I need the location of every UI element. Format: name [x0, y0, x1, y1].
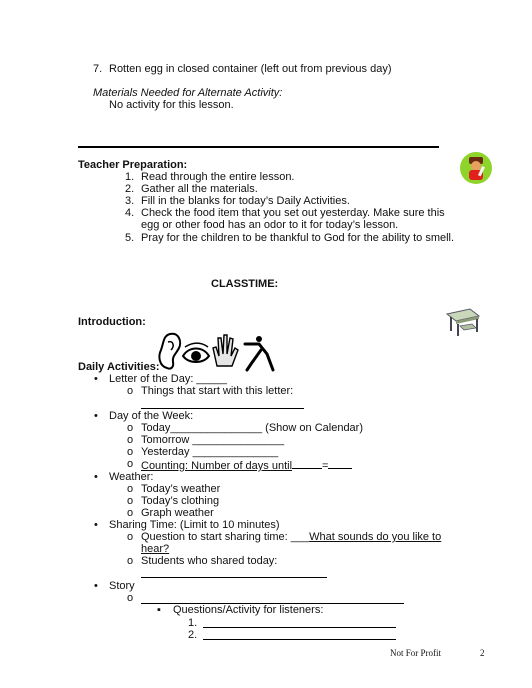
bullet-disc: •	[94, 373, 98, 385]
weather-heading: Weather:	[109, 471, 154, 483]
introduction-heading: Introduction:	[78, 316, 146, 328]
counting-equals: =	[322, 460, 329, 472]
prep-number: 5.	[125, 232, 135, 244]
sharing-question-answer: What sounds do you like to	[309, 531, 442, 543]
bullet-disc: •	[94, 580, 98, 592]
prep-item: Read through the entire lesson.	[141, 171, 295, 183]
alternate-activity-text: No activity for this lesson.	[109, 99, 234, 111]
bullet-circle: o	[127, 385, 134, 397]
today-line: Today_______________ (Show on Calendar)	[141, 422, 364, 434]
story-heading: Story	[109, 580, 135, 592]
bullet-circle: o	[127, 446, 134, 458]
fill-in-line	[141, 408, 304, 409]
alternate-activity-heading: Materials Needed for Alternate Activity:	[93, 87, 283, 99]
classtime-heading: CLASSTIME:	[211, 278, 279, 290]
item-7-number: 7.	[93, 63, 103, 75]
prep-number: 3.	[125, 195, 135, 207]
bullet-circle: o	[127, 507, 134, 519]
weather-item: Today’s clothing	[141, 495, 220, 507]
counting-blank	[292, 458, 322, 469]
footer-text: Not For Profit	[390, 648, 442, 658]
counting-blank	[328, 458, 352, 469]
letter-of-the-day: Letter of the Day: _____	[109, 373, 228, 385]
daily-activities-heading: Daily Activities:	[78, 361, 160, 373]
teacher-icon	[458, 150, 494, 186]
item-7-text: Rotten egg in closed container (left out from previous day)	[109, 63, 392, 75]
story-questions: Questions/Activity for listeners:	[173, 604, 324, 616]
sharing-time: Sharing Time: (Limit to 10 minutes)	[109, 519, 280, 531]
fill-in-line	[141, 577, 327, 578]
prep-number: 1.	[125, 171, 135, 183]
bullet-disc: •	[94, 471, 98, 483]
day-of-week: Day of the Week:	[109, 410, 194, 422]
bullet-circle: o	[127, 458, 134, 470]
bullet-circle: o	[127, 495, 134, 507]
counting-line	[141, 458, 352, 472]
sharing-question	[141, 531, 441, 543]
prep-item: Fill in the blanks for today’s Daily Activities.	[141, 195, 350, 207]
bullet-circle: o	[127, 422, 134, 434]
prep-item: Gather all the materials.	[141, 183, 258, 195]
yesterday-line: Yesterday ______________	[141, 446, 279, 458]
fill-in-line	[203, 639, 396, 640]
students-shared: Students who shared today:	[141, 555, 278, 567]
story-number: 1.	[188, 617, 198, 629]
counting-label: Counting: Number of days until	[141, 460, 293, 472]
sharing-question-label: Question to start sharing time: ___	[141, 531, 310, 543]
prep-item: Pray for the children to be thankful to God for the ability to smell.	[141, 232, 455, 244]
bullet-square: ▪	[157, 604, 161, 616]
bullet-circle: o	[127, 531, 134, 543]
five-senses-icon	[155, 330, 280, 372]
sharing-question-continued: hear?	[141, 543, 170, 555]
prep-number: 2.	[125, 183, 135, 195]
school-desk-icon	[444, 306, 482, 338]
weather-item: Graph weather	[141, 507, 214, 519]
weather-item: Today’s weather	[141, 483, 221, 495]
bullet-disc: •	[94, 519, 98, 531]
page-number: 2	[480, 648, 485, 658]
prep-item-continued: egg or other food has an odor to it for today’s lesson.	[141, 219, 399, 231]
prep-number: 4.	[125, 207, 135, 219]
bullet-circle: o	[127, 434, 134, 446]
prep-item: Check the food item that you set out yesterday. Make sure this	[141, 207, 445, 219]
bullet-disc: •	[94, 410, 98, 422]
section-divider	[78, 146, 439, 148]
tomorrow-line: Tomorrow _______________	[141, 434, 285, 446]
letter-things: Things that start with this letter:	[141, 385, 294, 397]
bullet-circle: o	[127, 555, 134, 567]
story-number: 2.	[188, 629, 198, 641]
bullet-circle: o	[127, 592, 134, 604]
teacher-preparation-heading: Teacher Preparation:	[78, 159, 188, 171]
bullet-circle: o	[127, 483, 134, 495]
fill-in-line	[203, 627, 396, 628]
